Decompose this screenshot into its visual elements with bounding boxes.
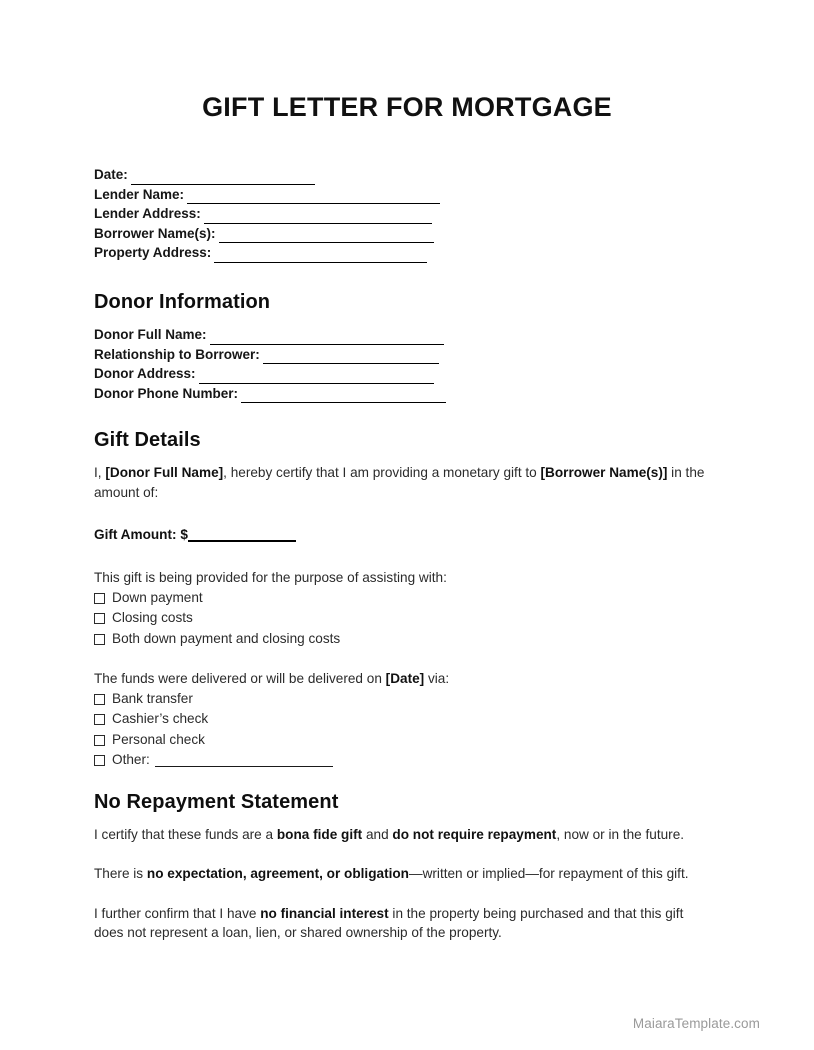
certify-text-pre: I,: [94, 465, 106, 481]
purpose-prompt: This gift is being provided for the purpose of assisting with:: [94, 570, 447, 586]
placeholder-borrower-names: [Borrower Name(s)]: [540, 465, 668, 481]
repayment-paragraph-2: [94, 864, 714, 884]
placeholder-donor-full-name: [Donor Full Name]: [105, 465, 224, 481]
checkbox-icon-down-payment[interactable]: [94, 593, 105, 604]
donor-fields-group: [94, 325, 714, 403]
checkbox-row-cashiers-check[interactable]: [94, 709, 714, 730]
checkbox-row-bank-transfer[interactable]: [94, 689, 714, 710]
field-blank-borrower-names[interactable]: [219, 228, 434, 243]
repayment-paragraph-3: [94, 904, 714, 943]
field-row-relationship-to-borrower[interactable]: [94, 345, 714, 365]
repayment-p3-post: in the property being purchased and that this gift does not represent a loan, lien, or shared ownership of the property.: [94, 905, 684, 941]
checkbox-label-cashiers-check: Cashier’s check: [112, 711, 209, 727]
delivery-prompt: [94, 669, 714, 689]
field-label-lender-name: Lender Name:: [94, 186, 185, 202]
field-row-donor-phone-number[interactable]: [94, 384, 714, 404]
header-fields-group: [94, 165, 714, 263]
field-row-lender-address[interactable]: [94, 204, 714, 224]
field-blank-lender-address[interactable]: [204, 209, 432, 224]
repayment-p1-pre: I certify that these funds are a: [94, 826, 277, 842]
repayment-p1-bold-bona-fide-gift: bona fide gift: [276, 826, 363, 842]
checkbox-label-bank-transfer: Bank transfer: [112, 690, 193, 706]
field-blank-lender-name[interactable]: [187, 189, 440, 204]
footer-watermark: MaiaraTemplate.com: [632, 1016, 760, 1031]
checkbox-label-down-payment: Down payment: [112, 589, 203, 605]
field-label-lender-address: Lender Address:: [94, 206, 201, 222]
checkbox-icon-bank-transfer[interactable]: [94, 694, 105, 705]
field-blank-gift-amount[interactable]: [188, 526, 296, 542]
field-label-relationship-to-borrower: Relationship to Borrower:: [94, 346, 260, 362]
checkbox-row-both-down-payment-and-closing-costs[interactable]: [94, 629, 714, 650]
checkbox-row-other[interactable]: [94, 750, 714, 771]
repayment-p2-bold-no-expectation: no expectation, agreement, or obligation: [146, 866, 409, 882]
repayment-p1-post: , now or in the future.: [556, 826, 685, 842]
checkbox-row-personal-check[interactable]: [94, 730, 714, 751]
field-blank-donor-address[interactable]: [199, 369, 434, 384]
field-row-gift-amount[interactable]: [94, 522, 714, 542]
field-label-donor-address: Donor Address:: [94, 366, 196, 382]
checkbox-label-other: Other:: [112, 752, 150, 768]
field-label-gift-amount: Gift Amount: $: [94, 527, 188, 543]
delivery-text-post: via:: [424, 671, 450, 687]
repayment-p1-bold-do-not-require-repayment: do not require repayment: [392, 826, 557, 842]
field-row-property-address[interactable]: [94, 243, 714, 263]
section-heading-donor-information: Donor Information: [94, 290, 271, 313]
field-label-donor-full-name: Donor Full Name:: [94, 326, 207, 342]
field-row-borrower-names[interactable]: [94, 224, 714, 244]
field-row-donor-address[interactable]: [94, 364, 714, 384]
gift-certification-paragraph: [94, 463, 714, 502]
field-blank-other[interactable]: [155, 754, 333, 767]
repayment-p2-post: —written or implied—for repayment of this gift.: [408, 866, 689, 882]
field-blank-relationship-to-borrower[interactable]: [263, 349, 439, 364]
section-heading-no-repayment-statement: No Repayment Statement: [94, 790, 339, 813]
repayment-p1-mid: and: [362, 826, 393, 842]
page-title: GIFT LETTER FOR MORTGAGE: [202, 92, 612, 122]
checkbox-icon-closing-costs[interactable]: [94, 613, 105, 624]
checkbox-row-closing-costs[interactable]: [94, 608, 714, 629]
checkbox-label-both-down-payment-and-closing-costs: Both down payment and closing costs: [112, 630, 341, 646]
field-row-date[interactable]: [94, 165, 714, 185]
field-row-lender-name[interactable]: [94, 185, 714, 205]
field-row-donor-full-name[interactable]: [94, 325, 714, 345]
checkbox-icon-other[interactable]: [94, 755, 105, 766]
checkbox-row-down-payment[interactable]: [94, 588, 714, 609]
checkbox-label-closing-costs: Closing costs: [112, 610, 193, 626]
field-label-property-address: Property Address:: [94, 245, 212, 261]
repayment-p3-bold-no-financial-interest: no financial interest: [260, 905, 389, 921]
repayment-p3-pre: I further confirm that I have: [94, 905, 261, 921]
certify-text-post: in the amount of:: [94, 465, 705, 500]
delivery-text-pre: The funds were delivered or will be delivered on: [94, 671, 386, 687]
checkbox-icon-both-down-payment-and-closing-costs[interactable]: [94, 634, 105, 645]
field-blank-date[interactable]: [131, 170, 315, 185]
placeholder-date: [Date]: [385, 671, 425, 687]
field-blank-donor-full-name[interactable]: [210, 330, 444, 345]
field-label-date: Date:: [94, 167, 128, 182]
certify-text-mid: , hereby certify that I am providing a monetary gift to: [223, 465, 541, 481]
checkbox-icon-personal-check[interactable]: [94, 735, 105, 746]
field-label-donor-phone-number: Donor Phone Number:: [94, 385, 238, 401]
checkbox-label-personal-check: Personal check: [112, 731, 205, 747]
repayment-paragraph-1: [94, 825, 714, 845]
checkbox-icon-cashiers-check[interactable]: [94, 714, 105, 725]
field-blank-donor-phone-number[interactable]: [241, 388, 446, 403]
document-body: [94, 92, 714, 943]
repayment-p2-pre: There is: [94, 866, 147, 882]
field-label-borrower-names: Borrower Name(s):: [94, 225, 216, 241]
field-blank-property-address[interactable]: [214, 248, 427, 263]
section-heading-gift-details: Gift Details: [94, 429, 201, 452]
